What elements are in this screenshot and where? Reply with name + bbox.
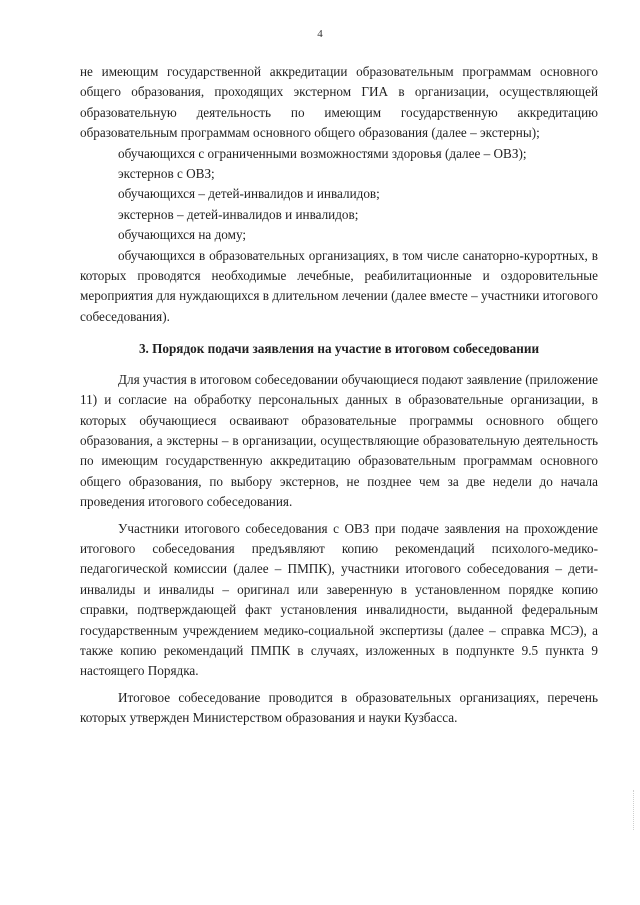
section-paragraph-venue: Итоговое собеседование проводится в образовательных организациях, перечень которых утвержден Министерством образования и науки Кузбасса.	[80, 689, 598, 726]
scan-margin-mark	[630, 790, 634, 830]
section-paragraph-application: Для участия в итоговом собеседовании обучающиеся подают заявление (приложение 11) и согласие на обработку персональных данных в образовательные организации, в которых обучающиеся осваивают образовательные программы основного общего образования, а экстерны – в организации, осуществляющие образовательную деятельность по имеющим государственную аккредитацию образовательным программам основного общего образования, по выбору экстернов, не позднее чем за две недели до начала проведения итогового собеседования.	[80, 371, 598, 510]
page-number: 4	[317, 28, 323, 40]
section-heading: 3. Порядок подачи заявления на участие в итоговом собеседовании	[138, 341, 540, 357]
section-paragraph-ovz-documents: Участники итогового собеседования с ОВЗ при подаче заявления на прохождение итогового собеседования предъявляют копию рекомендаций психолого-медико-педагогической комиссии (далее – ПМПК), участники итогового собеседования – дети-инвалиды и инвалиды – оригинал или заверенную в установленном порядке копию справки, подтверждающей факт установления инвалидности, выданной федеральным государственным учреждением медико-социальной экспертизы (далее – справка МСЭ), а также копию рекомендаций ПМПК в случаях, изложенных в подпункте 9.5 пункта 9 настоящего Порядка.	[80, 520, 598, 679]
list-item-disabled-externs: экстернов – детей-инвалидов и инвалидов;	[118, 206, 359, 222]
document-body	[80, 62, 598, 729]
list-item-externs-ovz: экстернов с ОВЗ;	[118, 166, 215, 182]
paragraph-continuation: не имеющим государственной аккредитации образовательным программам основного общего образования, проходящих экстерном ГИА в организации, осуществляющей образовательную деятельность по имеющим государственную аккредитацию образовательным программам основного общего образования (далее – экстерны);	[80, 64, 598, 141]
list-item-ovz: обучающихся с ограниченными возможностями здоровья (далее – ОВЗ);	[118, 145, 527, 161]
list-item-disabled-students: обучающихся – детей-инвалидов и инвалидов;	[118, 186, 380, 202]
list-item-home-students: обучающихся на дому;	[118, 227, 247, 243]
list-item-sanatorium-students: обучающихся в образовательных организациях, в том числе санаторно-курортных, в которых проводятся необходимые лечебные, реабилитационные и оздоровительные мероприятия для нуждающихся в длительном лечении (далее вместе – участники итогового собеседования).	[80, 247, 598, 324]
